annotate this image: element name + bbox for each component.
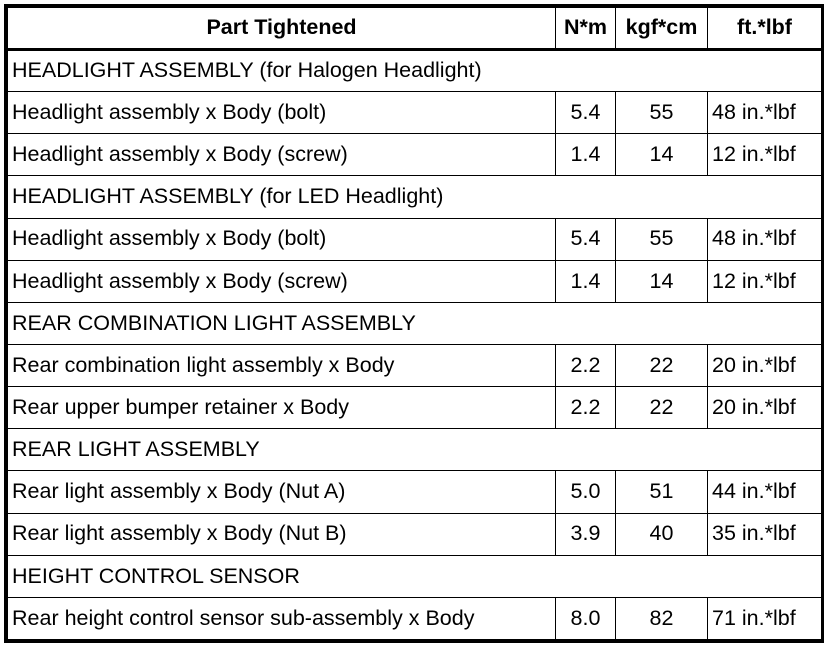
table-row	[8, 471, 822, 513]
header-nm: N*m	[556, 8, 616, 50]
table-row	[8, 387, 822, 429]
kgfcm-cell: 55	[616, 218, 708, 260]
table-row	[8, 344, 822, 386]
part-cell: Rear upper bumper retainer x Body	[8, 387, 556, 429]
torque-spec-table	[7, 7, 822, 640]
part-cell: Headlight assembly x Body (screw)	[8, 134, 556, 176]
part-cell: Headlight assembly x Body (screw)	[8, 260, 556, 302]
nm-cell: 1.4	[556, 260, 616, 302]
part-cell: Headlight assembly x Body (bolt)	[8, 92, 556, 134]
table-row	[8, 597, 822, 639]
part-cell: Rear height control sensor sub-assembly x Body	[8, 597, 556, 639]
ftlbf-cell: 48 in.*lbf	[708, 92, 822, 134]
table-row	[8, 260, 822, 302]
kgfcm-cell: 22	[616, 387, 708, 429]
nm-cell: 2.2	[556, 387, 616, 429]
section-title: REAR COMBINATION LIGHT ASSEMBLY	[8, 302, 822, 344]
kgfcm-cell: 82	[616, 597, 708, 639]
section-row-led-headlight	[8, 176, 822, 218]
kgfcm-cell: 22	[616, 344, 708, 386]
table-row	[8, 513, 822, 555]
part-cell: Headlight assembly x Body (bolt)	[8, 218, 556, 260]
header-part-tightened: Part Tightened	[8, 8, 556, 50]
section-title: HEIGHT CONTROL SENSOR	[8, 555, 822, 597]
header-ftlbf: ft.*lbf	[708, 8, 822, 50]
nm-cell: 3.9	[556, 513, 616, 555]
part-cell: Rear combination light assembly x Body	[8, 344, 556, 386]
part-cell: Rear light assembly x Body (Nut B)	[8, 513, 556, 555]
ftlbf-cell: 71 in.*lbf	[708, 597, 822, 639]
ftlbf-cell: 20 in.*lbf	[708, 387, 822, 429]
ftlbf-cell: 20 in.*lbf	[708, 344, 822, 386]
kgfcm-cell: 14	[616, 260, 708, 302]
part-cell: Rear light assembly x Body (Nut A)	[8, 471, 556, 513]
nm-cell: 1.4	[556, 134, 616, 176]
nm-cell: 5.4	[556, 218, 616, 260]
nm-cell: 8.0	[556, 597, 616, 639]
section-row-rear-combination-light	[8, 302, 822, 344]
ftlbf-cell: 48 in.*lbf	[708, 218, 822, 260]
kgfcm-cell: 40	[616, 513, 708, 555]
section-row-halogen-headlight	[8, 50, 822, 92]
header-row	[8, 8, 822, 50]
ftlbf-cell: 12 in.*lbf	[708, 260, 822, 302]
table-row	[8, 218, 822, 260]
table-row	[8, 134, 822, 176]
section-row-rear-light	[8, 429, 822, 471]
kgfcm-cell: 14	[616, 134, 708, 176]
section-title: REAR LIGHT ASSEMBLY	[8, 429, 822, 471]
header-kgfcm: kgf*cm	[616, 8, 708, 50]
ftlbf-cell: 44 in.*lbf	[708, 471, 822, 513]
kgfcm-cell: 51	[616, 471, 708, 513]
torque-spec-table-frame	[4, 4, 824, 643]
nm-cell: 5.4	[556, 92, 616, 134]
nm-cell: 5.0	[556, 471, 616, 513]
table-row	[8, 92, 822, 134]
ftlbf-cell: 35 in.*lbf	[708, 513, 822, 555]
nm-cell: 2.2	[556, 344, 616, 386]
ftlbf-cell: 12 in.*lbf	[708, 134, 822, 176]
section-title: HEADLIGHT ASSEMBLY (for Halogen Headlight)	[8, 50, 822, 92]
section-title: HEADLIGHT ASSEMBLY (for LED Headlight)	[8, 176, 822, 218]
section-row-height-control-sensor	[8, 555, 822, 597]
kgfcm-cell: 55	[616, 92, 708, 134]
